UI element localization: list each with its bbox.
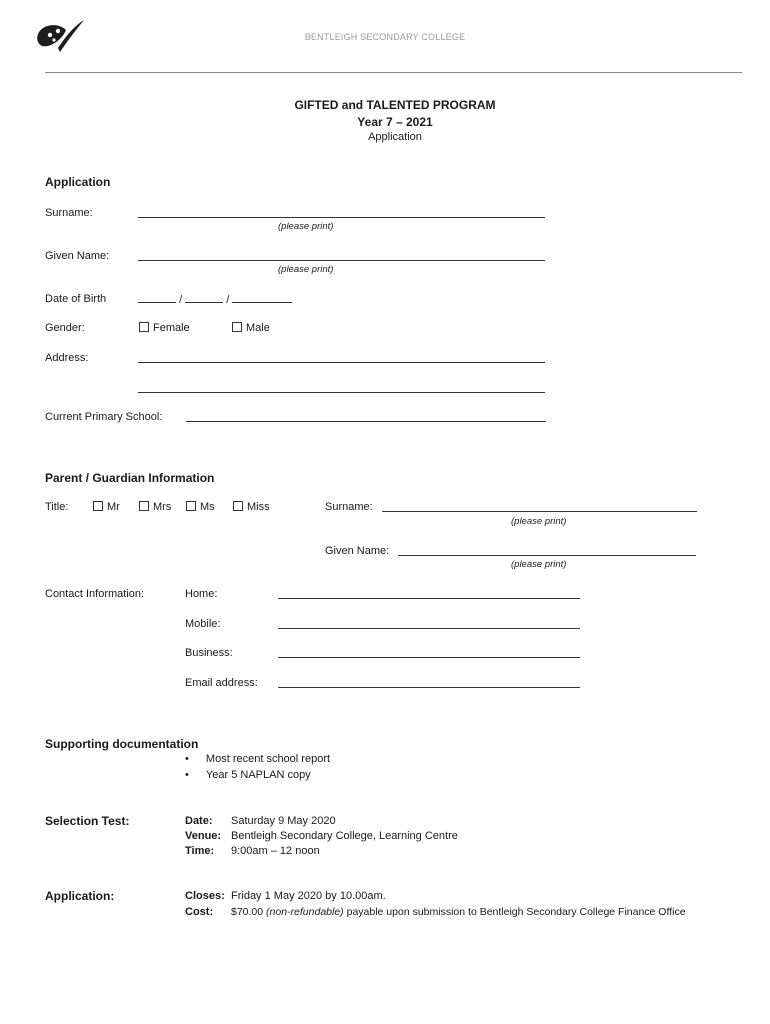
selection-date-value: Saturday 9 May 2020: [231, 815, 336, 827]
contact-business-label: Business:: [185, 647, 233, 659]
contact-business-field[interactable]: [278, 657, 580, 658]
dob-separator: /: [226, 294, 230, 306]
given-name-print-note: (please print): [278, 264, 334, 275]
cost-amount: $70.00: [231, 906, 264, 918]
given-name-field[interactable]: [138, 260, 545, 261]
dob-month-field[interactable]: [185, 293, 223, 303]
parent-title-label: Title:: [45, 501, 69, 513]
document-title: GIFTED and TALENTED PROGRAM: [294, 98, 496, 112]
given-name-label: Given Name:: [45, 250, 110, 262]
title-option-ms[interactable]: [186, 501, 215, 513]
application-closes-label: Closes:: [185, 890, 225, 902]
title-miss-label: Miss: [247, 501, 270, 513]
parent-surname-field[interactable]: [382, 511, 697, 512]
parent-given-name-field[interactable]: [398, 555, 696, 556]
title-mrs-label: Mrs: [153, 501, 172, 513]
dob-year-field[interactable]: [232, 293, 292, 303]
gender-label: Gender:: [45, 322, 85, 334]
contact-email-label: Email address:: [185, 677, 258, 689]
parent-section-heading: Parent / Guardian Information: [45, 471, 215, 485]
primary-school-field[interactable]: [186, 421, 546, 422]
parent-given-name-label: Given Name:: [325, 545, 390, 557]
applicant-section-heading: Application: [45, 175, 111, 189]
selection-venue-label: Venue:: [185, 830, 222, 842]
gender-female-label: Female: [153, 322, 190, 334]
contact-home-label: Home:: [185, 588, 218, 600]
address-field-line-1[interactable]: [138, 362, 545, 363]
gender-female-option[interactable]: [139, 322, 190, 334]
application-heading: Application:: [45, 889, 115, 903]
title-mrs-checkbox[interactable]: [139, 501, 149, 511]
gender-female-checkbox[interactable]: [139, 322, 149, 332]
document-subtitle: Application: [368, 131, 422, 143]
selection-venue-value: Bentleigh Secondary College, Learning Centre: [231, 830, 458, 842]
contact-email-field[interactable]: [278, 687, 580, 688]
gender-male-option[interactable]: [232, 322, 270, 334]
bullet-icon: •: [185, 753, 189, 765]
selection-time-label: Time:: [185, 845, 215, 857]
documentation-item: [185, 769, 311, 781]
cost-payment-note: payable upon submission to Bentleigh Secondary College Finance Office: [346, 906, 686, 918]
gender-male-label: Male: [246, 322, 270, 334]
dob-field[interactable]: [138, 293, 292, 306]
selection-test-heading: Selection Test:: [45, 814, 130, 828]
address-field-line-2[interactable]: [138, 392, 545, 393]
title-mr-label: Mr: [107, 501, 120, 513]
documentation-item-text: Year 5 NAPLAN copy: [205, 769, 311, 781]
contact-info-label: Contact Information:: [45, 588, 145, 600]
contact-mobile-field[interactable]: [278, 628, 580, 629]
header-divider: [45, 72, 742, 73]
title-option-miss[interactable]: [233, 501, 270, 513]
application-cost-label: Cost:: [185, 906, 214, 918]
surname-label: Surname:: [45, 207, 93, 219]
parent-surname-print-note: (please print): [511, 516, 567, 527]
header-school-name: BENTLEIGH SECONDARY COLLEGE: [304, 32, 466, 42]
documentation-item-text: Most recent school report: [205, 753, 331, 765]
contact-mobile-label: Mobile:: [185, 618, 221, 630]
selection-date-label: Date:: [185, 815, 213, 827]
documentation-item: [185, 753, 330, 765]
documentation-heading: Supporting documentation: [45, 737, 199, 751]
title-option-mrs[interactable]: [139, 501, 171, 513]
cost-refund-note: (non-refundable): [266, 906, 344, 918]
application-cost-value: [231, 906, 686, 918]
surname-field[interactable]: [138, 217, 545, 218]
document-year: Year 7 – 2021: [357, 115, 433, 129]
parent-given-name-print-note: (please print): [511, 559, 567, 570]
parent-surname-label: Surname:: [325, 501, 373, 513]
gender-male-checkbox[interactable]: [232, 322, 242, 332]
address-label: Address:: [45, 352, 89, 364]
primary-school-label: Current Primary School:: [45, 411, 163, 423]
dob-day-field[interactable]: [138, 293, 176, 303]
title-option-mr[interactable]: [93, 501, 120, 513]
title-mr-checkbox[interactable]: [93, 501, 103, 511]
application-closes-value: Friday 1 May 2020 by 10.00am.: [231, 890, 386, 902]
bullet-icon: •: [185, 769, 189, 781]
title-ms-label: Ms: [200, 501, 215, 513]
surname-print-note: (please print): [278, 221, 334, 232]
title-miss-checkbox[interactable]: [233, 501, 243, 511]
dob-separator: /: [179, 294, 183, 306]
selection-time-value: 9:00am – 12 noon: [231, 845, 320, 857]
contact-home-field[interactable]: [278, 598, 580, 599]
dob-label: Date of Birth: [45, 293, 107, 305]
title-ms-checkbox[interactable]: [186, 501, 196, 511]
